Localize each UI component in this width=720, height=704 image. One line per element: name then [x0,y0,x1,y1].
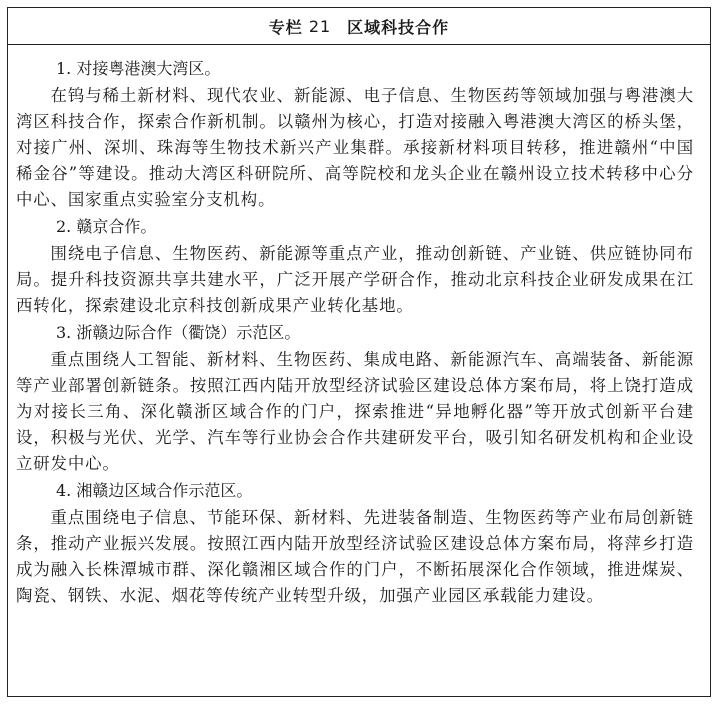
section-heading-3: 3. 浙赣边际合作（衢饶）示范区。 [56,323,301,342]
column-number: 21 [308,16,332,36]
section-body-2: 围绕电子信息、生物医药、新能源等重点产业，推动创新链、产业链、供应链协同布局。提升科技资源共享共建水平，广泛开展产学研合作，推动北京科技企业研发成果在江西转化，探索建设北京科技创新成果产业转化基地。 [16,244,694,315]
column-content [8,45,710,609]
section-heading-2: 2. 赣京合作。 [56,217,157,236]
column-header [8,8,710,45]
column-box [7,7,711,697]
section-body-1: 在钨与稀土新材料、现代农业、新能源、电子信息、生物医药等领域加强与粤港澳大湾区科技合作，探索合作新机制。以赣州为核心，打造对接融入粤港澳大湾区的桥头堡，对接广州、深圳、珠海等生物技术新兴产业集群。承接新材料项目转移，推进赣州“中国稀金谷”等建设。推动大湾区科研院所、高等院校和龙头企业在赣州设立技术转移中心分中心、国家重点实验室分支机构。 [16,86,694,209]
column-title: 区域科技合作 [347,17,450,37]
column-prefix: 专栏 [268,17,303,37]
section-heading-4: 4. 湘赣边区域合作示范区。 [56,481,253,500]
section-body-4: 重点围绕电子信息、节能环保、新材料、先进装备制造、生物医药等产业布局创新链条，推动产业振兴发展。按照江西内陆开放型经济试验区建设总体方案布局，将萍乡打造成为融入长株潭城市群、深化赣湘区域合作的门户，不断拓展深化合作领域，推进煤炭、陶瓷、钢铁、水泥、烟花等传统产业转型升级，加强产业园区承载能力建设。 [16,508,694,605]
section-body-3: 重点围绕人工智能、新材料、生物医药、集成电路、新能源汽车、高端装备、新能源等产业部署创新链条。按照江西内陆开放型经济试验区建设总体方案布局，将上饶打造成为对接长三角、深化赣浙区域合作的门户，探索推进“异地孵化器”等开放式创新平台建设，积极与光伏、光学、汽车等行业协会合作共建研发平台，吸引知名研发机构和企业设立研发中心。 [16,350,694,473]
section-heading-1: 1. 对接粤港澳大湾区。 [56,59,221,78]
